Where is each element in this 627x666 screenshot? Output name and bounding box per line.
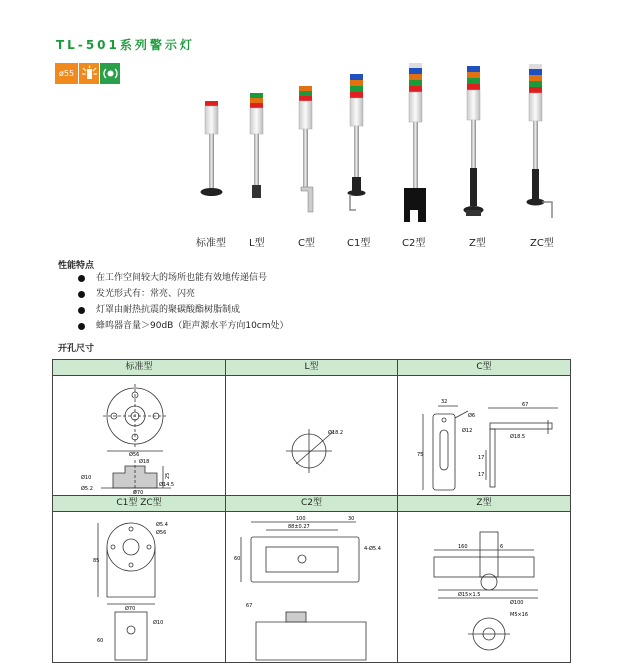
- svg-text:88±0.27: 88±0.27: [288, 524, 310, 530]
- bullet-icon: [78, 291, 85, 298]
- list-item: 灯罩由耐热抗震的聚碳酸酯树脂制成: [78, 302, 289, 318]
- svg-text:6: 6: [500, 544, 504, 550]
- model-label-c: C型: [298, 238, 315, 249]
- list-item: 在工作空间较大的场所也能有效地传递信号: [78, 270, 289, 286]
- model-label-standard: 标准型: [196, 238, 226, 249]
- lamp-c2: [404, 63, 426, 222]
- bullet-icon: [78, 323, 85, 330]
- bullet-icon: [78, 307, 85, 314]
- svg-text:17: 17: [478, 472, 485, 478]
- svg-text:Ø5.2: Ø5.2: [81, 486, 93, 492]
- svg-text:Ø18.2: Ø18.2: [328, 430, 344, 436]
- svg-text:160: 160: [458, 544, 468, 550]
- product-lineup: [180, 60, 580, 245]
- col-header-c: C型: [398, 360, 571, 376]
- model-label-zc: ZC型: [530, 238, 554, 249]
- svg-text:Ø6: Ø6: [468, 413, 476, 419]
- lamp-l: [250, 93, 263, 198]
- svg-text:67: 67: [246, 603, 253, 609]
- lamp-z: [464, 66, 484, 216]
- features-heading: 性能特点: [58, 261, 95, 271]
- col-header-z: Z型: [398, 496, 571, 512]
- lamp-c: [299, 86, 313, 212]
- svg-text:60: 60: [97, 638, 104, 644]
- svg-text:M5×16: M5×16: [510, 612, 529, 618]
- col-header-c2: C2型: [226, 496, 398, 512]
- hole-dimension-table: [52, 359, 571, 663]
- svg-text:Ø18.5: Ø18.5: [510, 434, 526, 440]
- list-item: 蜂鸣器音量＞90dB（距声源水平方向10cm处）: [78, 318, 289, 334]
- svg-text:Ø15×1.5: Ø15×1.5: [458, 592, 481, 598]
- svg-text:Ø70: Ø70: [125, 606, 136, 612]
- light-icon: [78, 63, 99, 84]
- page-title: TL-501系列警示灯: [56, 38, 195, 52]
- svg-text:Ø10: Ø10: [81, 475, 92, 481]
- svg-text:Ø12: Ø12: [462, 428, 473, 434]
- model-label-c1: C1型: [347, 238, 371, 249]
- model-label-z: Z型: [469, 238, 486, 249]
- svg-text:30: 30: [348, 516, 355, 522]
- svg-text:Ø18: Ø18: [139, 459, 150, 465]
- svg-text:Ø100: Ø100: [510, 600, 524, 606]
- lamp-standard: [201, 101, 223, 196]
- col-header-c1-zc: C1型 ZC型: [53, 496, 226, 512]
- svg-text:32: 32: [441, 399, 448, 405]
- bullet-icon: [78, 275, 85, 282]
- dim-std-d56: Ø56: [129, 452, 140, 458]
- svg-text:Ø10: Ø10: [153, 620, 164, 626]
- drawing-c2: [226, 512, 397, 662]
- lamp-c1: [348, 74, 366, 210]
- holes-heading: 开孔尺寸: [58, 344, 95, 354]
- drawing-standard: [53, 376, 225, 495]
- col-header-standard: 标准型: [53, 360, 226, 376]
- col-header-l: L型: [226, 360, 398, 376]
- svg-text:Ø5.4: Ø5.4: [156, 522, 168, 528]
- svg-text:4-Ø5.4: 4-Ø5.4: [364, 546, 381, 552]
- feature-icons: [55, 63, 120, 84]
- svg-text:67: 67: [522, 402, 529, 408]
- drawing-c: [398, 376, 570, 495]
- drawing-c1-zc: [53, 512, 225, 662]
- drawing-l: [226, 376, 397, 495]
- svg-text:Ø14.5: Ø14.5: [159, 482, 175, 488]
- lamp-zc: [527, 64, 553, 218]
- model-label-l: L型: [249, 238, 265, 249]
- list-item: 发光形式有：常亮、闪亮: [78, 286, 289, 302]
- svg-text:17: 17: [478, 455, 485, 461]
- drawing-z: [398, 512, 570, 662]
- svg-text:60: 60: [234, 556, 241, 562]
- svg-text:Ø70: Ø70: [133, 490, 144, 495]
- svg-text:100: 100: [296, 516, 306, 522]
- svg-text:75: 75: [417, 452, 424, 458]
- svg-text:85: 85: [93, 558, 100, 564]
- model-label-c2: C2型: [402, 238, 426, 249]
- diameter-badge: ø55: [55, 63, 78, 84]
- svg-text:Ø56: Ø56: [156, 530, 167, 536]
- sound-icon: [99, 63, 120, 84]
- svg-text:25: 25: [165, 472, 171, 479]
- features-list: [78, 270, 289, 334]
